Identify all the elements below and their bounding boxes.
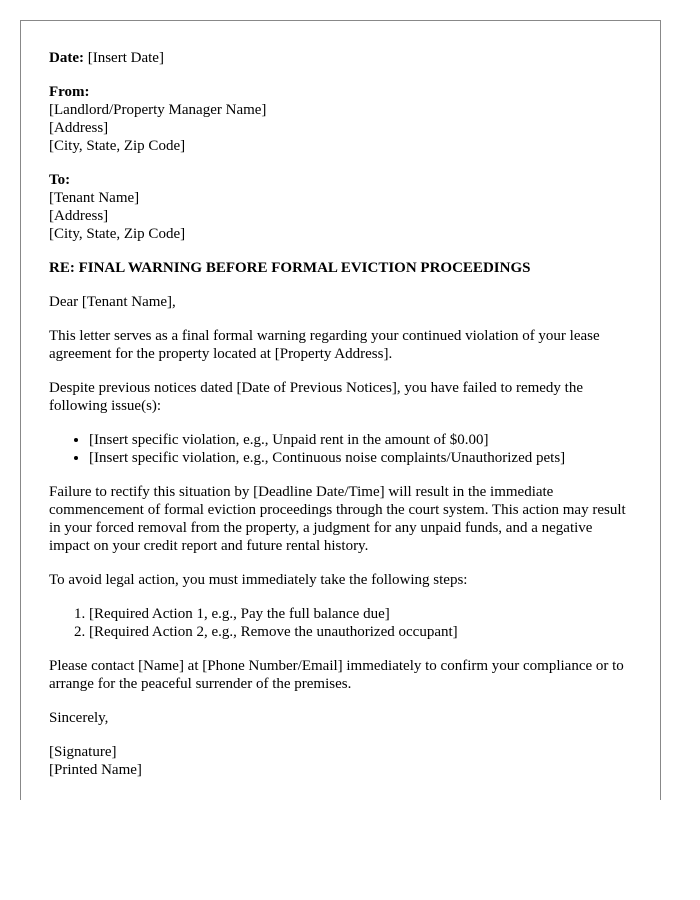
- salutation: Dear [Tenant Name],: [49, 294, 176, 310]
- action-item: 2. [Required Action 2, e.g., Remove the unauthorized occupant]: [89, 623, 632, 641]
- to-block: [49, 171, 632, 243]
- violation-item: • [Insert specific violation, e.g., Unpaid rent in the amount of $0.00]: [89, 431, 632, 449]
- previous-notices-paragraph: Despite previous notices dated [Date of Previous Notices], you have failed to remedy the following issue(s):: [49, 380, 584, 414]
- to-name: [Tenant Name]: [49, 190, 140, 206]
- from-label: From:: [49, 84, 90, 100]
- actions-list: [49, 605, 632, 641]
- from-block: [49, 83, 632, 155]
- date-line: [49, 49, 632, 67]
- violation-item: • [Insert specific violation, e.g., Continuous noise complaints/Unauthorized pets]: [89, 449, 632, 467]
- from-city: [City, State, Zip Code]: [49, 138, 186, 154]
- action-item: 1. [Required Action 1, e.g., Pay the full balance due]: [89, 605, 632, 623]
- printed-name-line: [Printed Name]: [49, 762, 142, 778]
- valediction: Sincerely,: [49, 710, 109, 726]
- date-label: Date:: [49, 50, 84, 66]
- letter-page: [20, 20, 661, 800]
- from-address: [Address]: [49, 120, 109, 136]
- consequence-paragraph: Failure to rectify this situation by [Deadline Date/Time] will result in the immediate commencement of formal eviction proceedings through the court system. This action may result in your forced removal from the property, a judgment for any unpaid funds, and a negative impact on your credit report and future rental history.: [49, 484, 626, 554]
- to-address: [Address]: [49, 208, 109, 224]
- date-value: [Insert Date]: [87, 50, 164, 66]
- to-city: [City, State, Zip Code]: [49, 226, 186, 242]
- contact-paragraph: Please contact [Name] at [Phone Number/Email] immediately to confirm your compliance or to arrange for the peaceful surrender of the premises.: [49, 658, 624, 692]
- intro-paragraph: This letter serves as a final formal warning regarding your continued violation of your lease agreement for the property located at [Property Address].: [49, 328, 600, 362]
- subject-line: RE: FINAL WARNING BEFORE FORMAL EVICTION PROCEEDINGS: [49, 260, 531, 276]
- violations-list: [49, 431, 632, 467]
- from-name: [Landlord/Property Manager Name]: [49, 102, 267, 118]
- to-label: To:: [49, 172, 71, 188]
- steps-intro-paragraph: To avoid legal action, you must immediately take the following steps:: [49, 572, 468, 588]
- signature-block: [49, 743, 632, 779]
- signature-line: [Signature]: [49, 744, 117, 760]
